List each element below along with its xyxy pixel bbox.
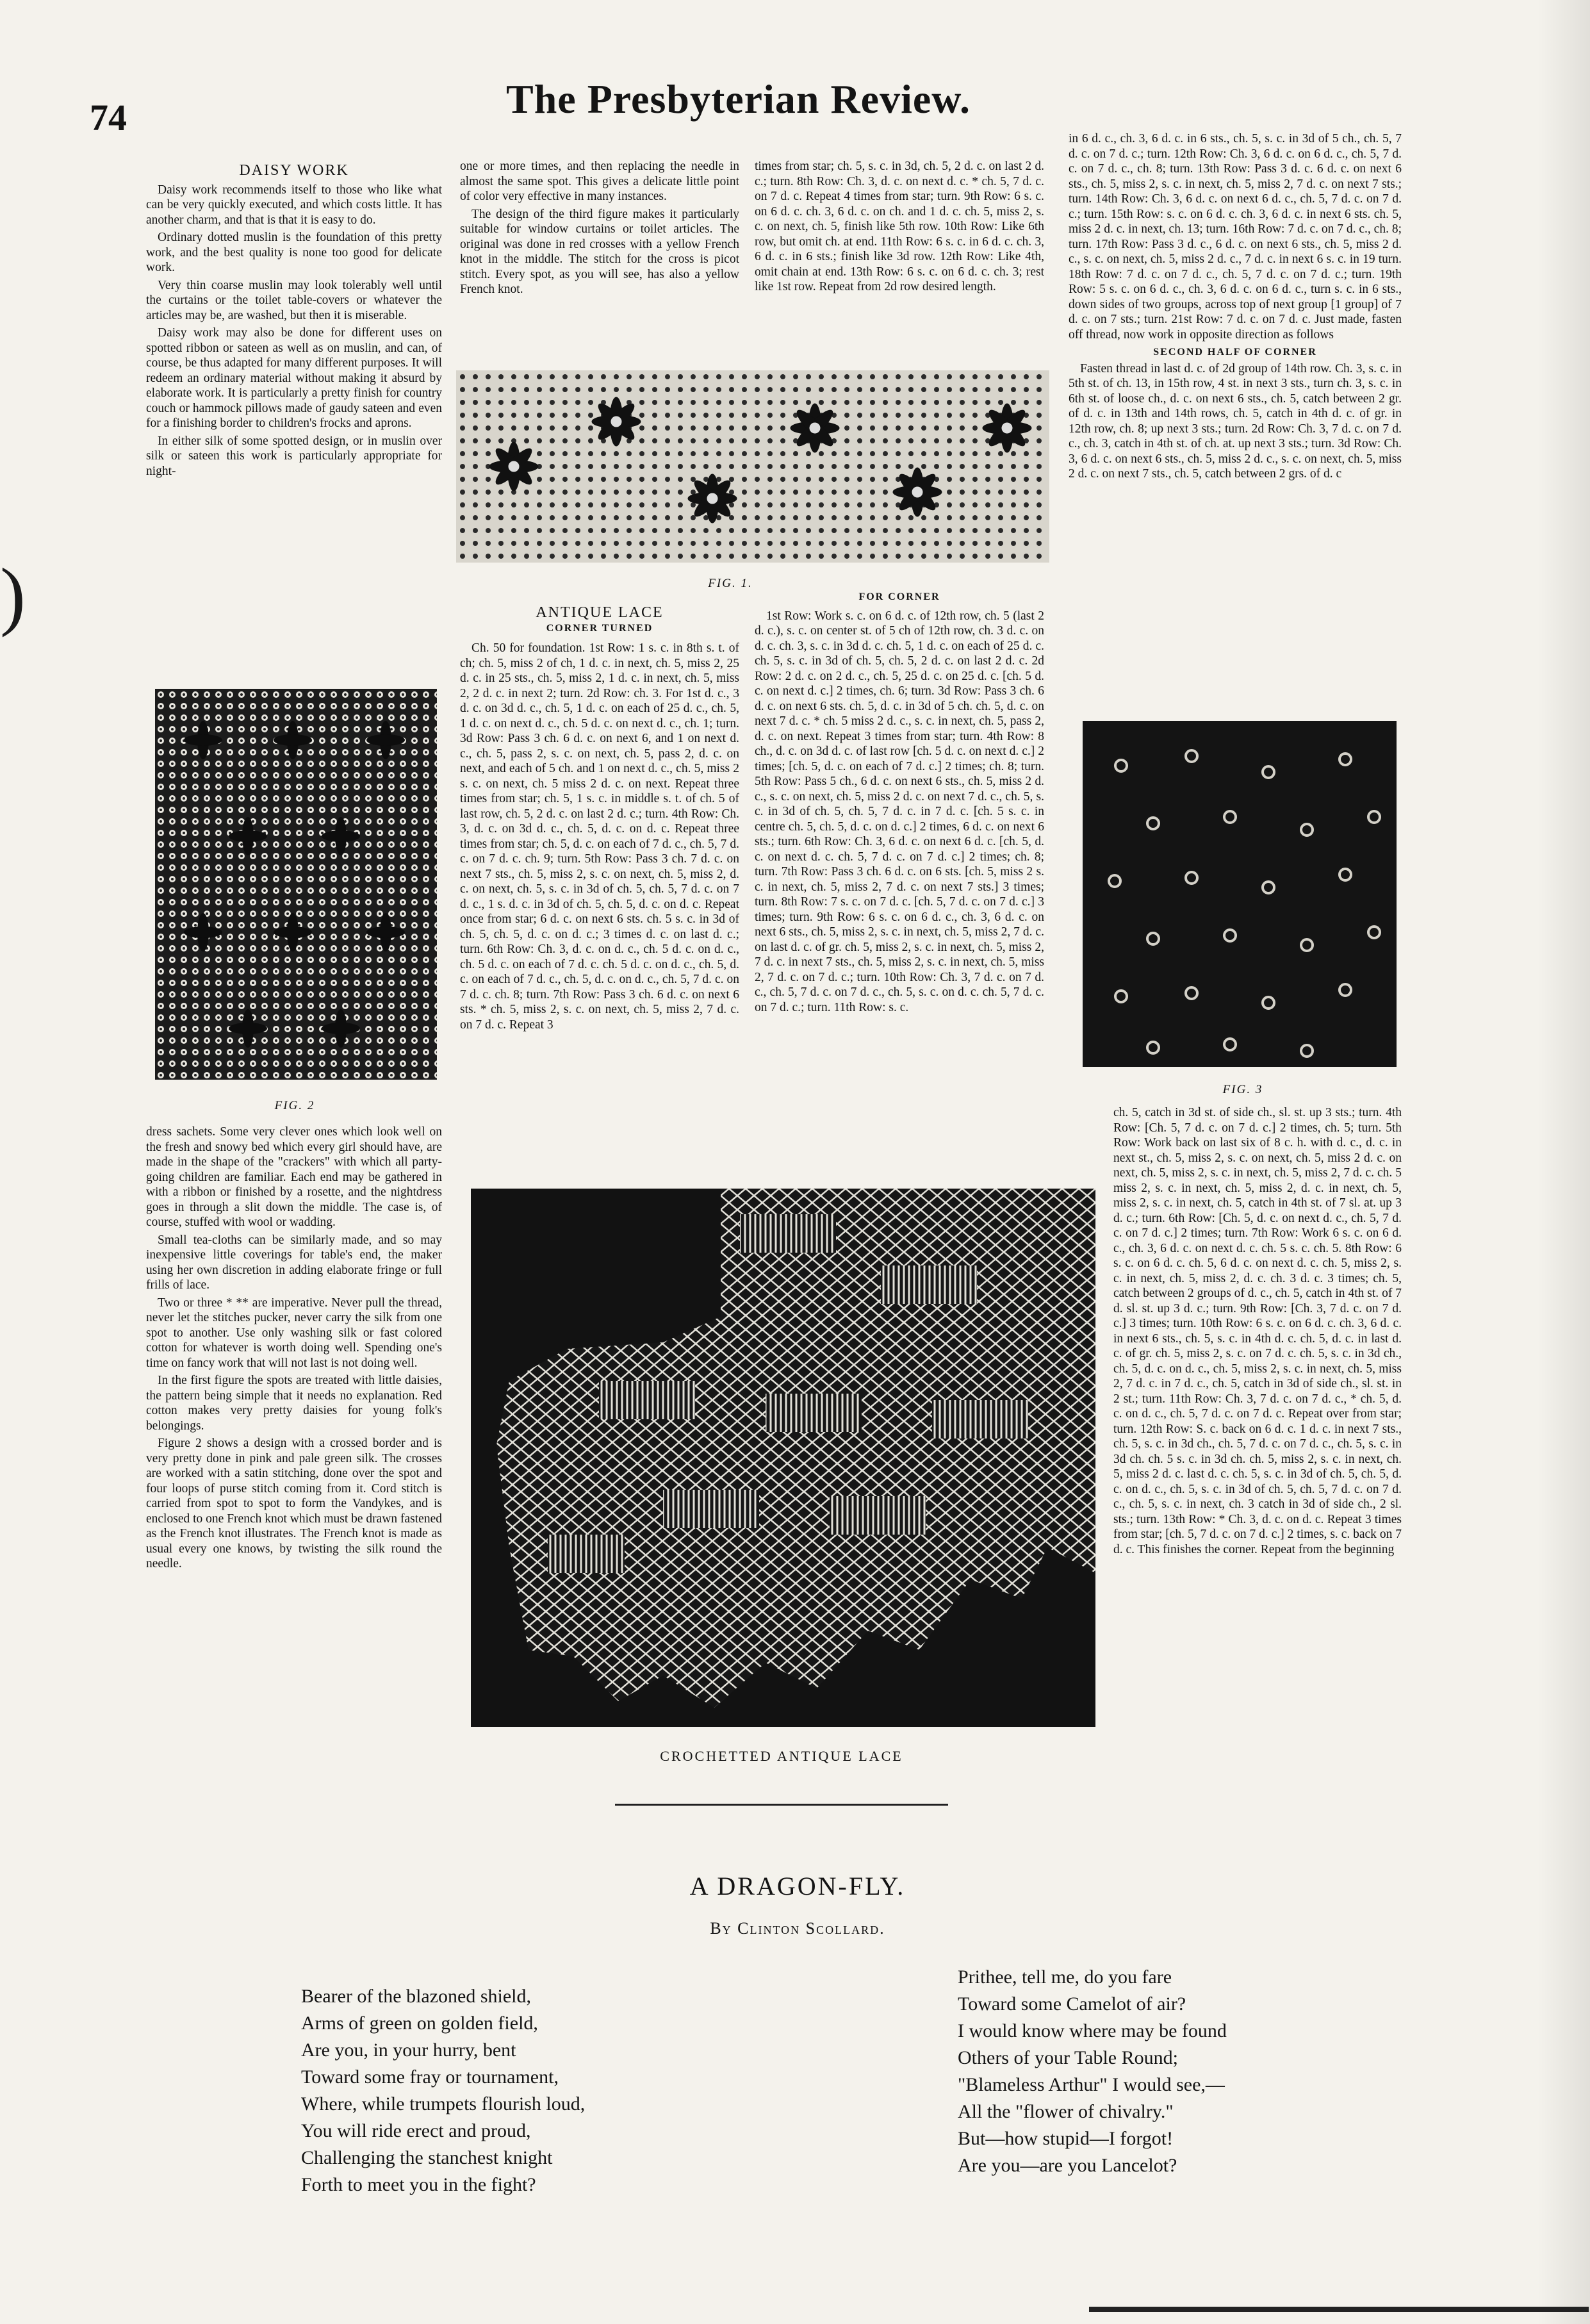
- poem-line: Arms of green on golden field,: [301, 2013, 538, 2034]
- daisy-paragraph: In the first figure the spots are treated with little daisies, the pattern being simple that it needs no explanation. Red cotton makes very pretty daisies for young folk's belongings.: [146, 1374, 442, 1433]
- antique-lace-heading: ANTIQUE LACE: [536, 606, 664, 621]
- fig2-pattern: [155, 689, 437, 1080]
- fig1-image: [456, 370, 1049, 563]
- for-corner-heading: FOR CORNER: [858, 591, 940, 602]
- fig3-caption: FIG. 3: [1222, 1083, 1263, 1096]
- scan-bottom-edge: [1089, 2307, 1589, 2312]
- daisy-work-heading: DAISY WORK: [239, 163, 349, 179]
- for-corner-section: [755, 589, 1044, 1157]
- daisy-paragraph: one or more times, and then replacing the needle in almost the same spot. This gives a delicate little point of color very effective in many instances.: [460, 160, 739, 203]
- poem-line: You will ride erect and proud,: [301, 2120, 531, 2141]
- poem-line: Are you, in your hurry, bent: [301, 2040, 516, 2061]
- lace-instructions: Ch. 50 for foundation. 1st Row: 1 s. c. in 8th s. t. of ch; ch. 5, miss 2 of ch, 1 d. c. in next, ch. 5, miss 2, 25 d. c. in 25 sts., ch. 5, miss 2, 1 d. c. in next, ch. 5, miss 2, 2 d. c. in next 2; turn. 2d Row: ch. 3. For 1st d. c., 3 d. c. on 3d d. c., ch. 5, 1 d. c. on each of 25 d. c., ch. 5, 1 d. c. on next d. c., ch. 5 d. c. on next d. c., ch. 1; turn. 3d Row: Pass 3 ch. 6 d. c. on next 6, and 1 on next d. c., ch. 5, pass 2, s. c. on next, ch. 5, pass 2, d. c. on next, and each of 5 ch. and 1 on next d. c., ch. 5, miss 2 s. c. on next, ch. 5 miss 2 d. c. on next. Repeat three times from star; ch. 5, 1 s. c. in middle s. t. of ch. 5 of last row, ch. 5, 2 d. c. on last 2 d. c.; turn. 4th Row: Ch. 3, d. c. on 3d d. c., ch. 5, d. c. on d. c. Repeat three times from star; ch. 5, d. c. on each of 7 d. c., ch. 5, 7 d. c. on 7 d. c. ch. 9; turn. 5th Row: Pass 3 ch. 7 d. c. on next 7 sts., ch. 5, miss 2, s. c. on next, ch. 5, miss 2, d. c. on next, ch. 5, s. c. in 3d of ch. 5, ch. 5, 7 d. c. on 7 d. c., 1 s. d. c. in 3d of ch. 5, ch. 5, d. c. on d. c. Repeat once from star; 6 d. c. on next 6 sts. ch. 5 s. c. in 3d of ch. 5, ch. 5, d. c. on d. c.; 3 times d. c. on last d. c.; turn. 6th Row: Ch. 3, d. c. on d. c., ch. 5 d. c. on d. c., ch. 5 d. c. on each of 7 d. c. ch. 5 d. c. on d. c., ch. 5, d. c. on each of 7 d. c., ch. 5, d. c. on d. c., ch. 5, 7 d. c. on 7 d. c. ch. 8; turn. 7th Row: Pass 3 ch. 6 d. c. on next 6 sts. * ch. 5, miss 2, s. c. on next, ch. 5, miss 2, 7 d. c. on 7 d. c. Repeat 3: [460, 641, 739, 1032]
- fig3-image: [1083, 721, 1397, 1067]
- corner-column-4: [1069, 131, 1402, 695]
- poem-line: All the "flower of chivalry.": [958, 2101, 1174, 2122]
- second-half-instructions: Fasten thread in last d. c. of 2d group of 14th row. Ch. 3, s. c. in 5th st. of ch. 13, in 15th row, 4 st. in next 3 sts., turn ch. 3, s. c. in 6th st. of loose ch., d. c. on next 6 sts., ch. 5, catch between 2 gr. of d. c. in 13th and 14th rows, ch. 5, catch in 4th d. c. of gr. in 12th row, ch. 8; up next 3 sts.; turn. 2d Row: Ch. 3, 7 d. c. on 7 d. c., ch. 3, catch in 4th st. of ch. at. up next 3 sts.; turn. 3d Row: Ch. 3, 6 d. c. on next 6 sts., ch. 5, miss 2 d. c., s. c. on next, ch. 5, miss 2 d. c. on next 7 sts., ch. 5, catch between 2 grs. of d. c: [1069, 361, 1402, 481]
- daisy-paragraph: Two or three * ** are imperative. Never pull the thread, never let the stitches pucker, never carry the silk from one spot to another. Use only washing silk or fast colored cotton for whatever is worth doing well. Spending one's time on fancy work that will not last is not doing well.: [146, 1296, 442, 1370]
- daisy-paragraph: The design of the third figure makes it particularly suitable for window curtains or toilet articles. The original was done in red crosses with a yellow French knot in the middle. The stitch for the cross is picot stitch. Every spot, as you will see, has also a yellow French knot.: [460, 207, 739, 296]
- scan-edge-shadow: [1537, 0, 1590, 2324]
- daisy-paragraph: Small tea-cloths can be similarly made, and so may inexpensive little coverings for table's end, the maker using her own discretion in adding elaborate fringe or full frills of lace.: [146, 1233, 442, 1292]
- lace-instructions-continued: times from star; ch. 5, s. c. in 3d, ch. 5, 2 d. c. on last 2 d. c.; turn. 8th Row: Ch. 3, d. c. on next d. c. * ch. 5, 7 d. c. on 7 d. c. Repeat 4 times from star; turn. 9th Row: 6 s. c. on 6 d. c. ch. 3, 6 d. c. on ch. and 1 d. c. ch. 5, miss 2, s. c. on next, ch. 5, finish like 5th row. 10th Row: Like 6th row, but omit ch. at end. 11th Row: 6 s. c. in 6 d. c. ch. 3, 6 d. c. in 6 sts.; finish like 3d row. 12th Row: Like 4th, omit chain at end. 13th Row: 6 s. c. on 6 d. c. ch. 3; rest like 1st row. Repeat from 2d row desired length.: [755, 160, 1044, 293]
- antique-lace-subheading: CORNER TURNED: [546, 622, 653, 634]
- poem-stanza-1: [301, 1983, 585, 2198]
- daisy-paragraph: Figure 2 shows a design with a crossed border and is very pretty done in pink and pale green silk. The crosses are worked with a satin stitching, done over the spot and four loops of purse stitch coming from it. Cord stitch is carried from spot to spot to form the Vandykes, and is enclosed to one French knot which must be drawn fastened as the French knot illustrates. The French knot is made as usual every one knows, by twisting the silk round the needle.: [146, 1437, 442, 1570]
- poem-title: A DRAGON-FLY.: [689, 1872, 906, 1900]
- corner-instructions: 1st Row: Work s. c. on 6 d. c. of 12th row, ch. 5 (last 2 d. c.), s. c. on center st. of 5 ch of 12th row, ch. 3 d. c. on d. c. ch. 3, s. c. in 3d d. c. ch. 5, 1 d. c. on each of 25 d. c. ch. 5, s. c. in 3d of ch. 5, ch. 5, 2 d. c. on last 2 d. c. 2d Row: 2 d. c. on 2 d. c., ch. 5, 25 d. c. on 25 d. c. [ch. 5 d. c. on next d. c.] 2 times, ch. 6; turn. 3d Row: Pass 3 ch. 6 d. c. on next 6 sts. ch. 5, d. c. in 3d of 5 ch. ch. 5, d. c. on next 7 d. c. * ch. 5 miss 2 d. c., s. c. in next, ch. 5, pass 2, d. c. on next. Repeat 3 times from star; turn. 4th Row: 8 ch., d. c. on 3d d. c. of last row [ch. 5 d. c. on next d. c.] 2 times; [ch. 5, d. c. on each of 7 d. c.] 2 times; ch. 8; turn. 5th Row: Pass 5 ch., 6 d. c. on next 6 sts., ch. 5, miss 2 d. c., s. c. on next, ch. 5, miss 2 d. c. on next 7 d. c., ch. 5, s. c. in 3d of ch. 5, ch. 5, 7 d. c. in 7 d. c. [ch. 5 s. c. in centre ch. 5, ch. 5, d. c. on d. c.] 2 times, 6 d. c. on next 6 sts.; turn. 6th Row: Ch. 3, 6 d. c. on next 6 d. c. [ch. 5, d. c. on next d. c. ch. 5, 7 d. c. on 7 d. c.] 2 times; ch. 8; turn. 7th Row: Pass 3 ch. 6 d. c. on 6 sts. [ch. 5, miss 2 s. c. in next, ch. 5, miss 2, 7 d. c. on next 7 sts.] 3 times; turn. 8th Row: 7 s. c. on 7 d. c. [ch. 5, 7 d. c. on 7 d. c.] 3 times; turn. 9th Row: 6 s. c. on 6 d. c., ch. 3, 6 d. c. on next 6 sts., ch. 5, miss 2, s. c. in next, ch. 5, miss 2, 7 d. c. on last d. c. of gr. ch. 5, miss 2, s. c. in next, ch. 5, miss 2, 7 d. c. in next 7 sts., ch. 5, miss 2, s. c. in next, ch. 5, miss 2, 7 d. c. on 7 d. c.; turn. 10th Row: Ch. 3, 7 d. c. on 7 d. c., ch. 5, 7 d. c. on 7 d. c., ch. 5, s. c. on d. c. ch. 5, 7 d. c. on 7 d. c.; turn. 11th Row: s. c.: [755, 609, 1044, 1014]
- binding-mark-left: ): [0, 552, 26, 638]
- daisy-paragraph: Very thin coarse muslin may look tolerably well until the curtains or the toilet table-covers or whatever the articles may be, are washed, but then it is miserable.: [146, 278, 442, 322]
- poem-byline: By Clinton Scollard.: [710, 1919, 885, 1938]
- fig1-caption: FIG. 1.: [708, 577, 753, 590]
- crochetted-lace-image: [471, 1189, 1095, 1727]
- daisy-work-continued: [146, 1125, 442, 1765]
- poem-line: Others of your Table Round;: [958, 2047, 1178, 2068]
- daisy-work-column-2: [460, 159, 739, 364]
- poem-line: Toward some Camelot of air?: [958, 1993, 1186, 2015]
- fig2-caption: FIG. 2: [274, 1099, 315, 1112]
- poem-stanza-2: [958, 1964, 1227, 2179]
- fig3-pattern: [1083, 721, 1397, 1067]
- daisy-paragraph: Daisy work may also be done for different uses on spotted ribbon or sateen as well as on muslin, and can, of course, be thus adapted for many different purposes. It will redeem an ordinary material without making it absurd by elaborate work. It is particularly a pretty finish for country couch or hammock pillows made of gaudy sateen and even for a finishing border to children's frocks and aprons.: [146, 326, 442, 430]
- poem-line: Bearer of the blazoned shield,: [301, 1986, 532, 2007]
- poem-line: Forth to meet you in the fight?: [301, 2174, 536, 2195]
- crochetted-lace-pattern: [471, 1189, 1095, 1727]
- daisy-work-column: [146, 163, 442, 676]
- masthead: The Presbyterian Review.: [506, 76, 971, 122]
- second-half-instructions-continued: ch. 5, catch in 3d st. of side ch., sl. st. up 3 sts.; turn. 4th Row: [Ch. 5, 7 d. c. on 7 d. c.] 2 times, ch. 5; turn. 5th Row: Work back on last six of 8 c. h. with d. c., d. c. in next st., ch. 5, miss 2, s. c. on next, ch. 5, miss 2 d. c. on next, ch. 5, miss 2, s. c. in next, ch. 5, miss 2, 7 d. c. ch. 5 miss 2, s. c. in next, ch. 5, miss 2, d. c. in next, ch. 5, miss 2, s. c. in next, ch. 5, catch in 4th st. of 7 sl. at. up 3 d. c.; turn. 6th Row: [Ch. 5, d. c. on next d. c., ch. 5, 7 d. c. on 7 d. c.] 2 times; turn. 7th Row: Work 6 s. c. on 6 d. c., ch. 3, 6 d. c. on next d. c. ch. 5 s. c. ch. 5. 8th Row: 6 s. c. on 6 d. c. ch. 5, 6 d. c. on next d. c. ch. 5, miss 2, s. c. in next, ch. 5, miss 2, d. c. ch. 3 d. c. 3 times; ch. 5, catch between 2 groups of d. c., ch. 5, catch in 4th st. of 7 d. sl. st. up 3 d. c.; turn. 9th Row: [Ch. 3, 7 d. c. on 7 d. c.] 3 times; turn. 10th Row: 6 s. c. on 6 d. c. ch. 3, 6 d. c. in next 6 sts., ch. 5, s. c. in 4th d. c. ch. 5, d. c. in last d. c. of gr. ch. 5, miss 2, s. c. on 7 d. c. ch. 5, s. c. in 3d ch., ch. 5, d. c. on d. c., ch. 5, miss 2, s. c. in next, ch. 5, miss 2, 7 d. c. in 7 d. c., ch. 5, catch in 3d of side ch., sl. st. in 2 st.; turn. 11th Row: Ch. 3, 7 d. c. on 7 d. c., * ch. 5, d. c. on d. c., ch. 5, 7 d. c. on 7 d. c. Repeat over from star; turn. 12th Row: S. c. back on 6 d. c. 1 d. c. in next 7 sts., ch. 5, s. c. in 3d ch., ch. 5, 7 d. c. on 7 d. c., ch. 5, s. c. in 3d ch. ch. 5 s. c. in 3d ch. ch. 5, miss 2, s. c. in next, ch. 5, miss 2 d. c. last d. c. ch. 5, s. c. in 3d of ch. 5, ch. 5, d. c. on d. c., ch. 5, s. c. in 3d of ch. 5, ch. 5, 7 d. c. on 7 d. c., ch. 5, s. c. in next, ch. 3 catch in 3d of side ch., 2 sl. sts.; turn. 13th Row: * Ch. 3, d. c. on d. c. Repeat 3 times from star; [ch. 5, 7 d. c. on 7 d. c.] 2 times, s. c. back on 7 d. c. This finishes the corner. Repeat from the beginning: [1113, 1106, 1402, 1556]
- daisy-paragraph: In either silk of some spotted design, or in muslin over silk or sateen this work is particularly appropriate for night-: [146, 434, 442, 478]
- daisy-paragraph: Daisy work recommends itself to those who like what can be very quickly executed, and which costs little. It has another charm, and that is that it is easy to do.: [146, 183, 442, 227]
- second-half-continued: [1113, 1105, 1402, 1759]
- antique-lace-continued: [755, 159, 1044, 364]
- section-divider: [615, 1804, 948, 1806]
- poem-line: Challenging the stanchest knight: [301, 2147, 553, 2168]
- daisy-paragraph: Ordinary dotted muslin is the foundation of this pretty work, and the best quality is none too good for delicate work.: [146, 231, 442, 274]
- poem-line: Toward some fray or tournament,: [301, 2066, 559, 2088]
- poem-line: I would know where may be found: [958, 2020, 1227, 2041]
- page-number: 74: [90, 97, 127, 138]
- corner-instructions-continued: in 6 d. c., ch. 3, 6 d. c. in 6 sts., ch. 5, s. c. in 3d of 5 ch., ch. 5, 7 d. c. on 7 d. c.; turn. 12th Row: Ch. 3, 6 d. c. on 6 d. c., ch. 5, 7 d. c. on 7 d. c., ch. 8; turn. 13th Row: Pass 3 d. c. 6 d. c. on next 6 sts., ch. 5, miss 2, s. c. in next, ch. 5, miss 2, 7 d. c. on next 7 sts.; turn. 14th Row: Ch. 3, 6 d. c. on next 6 d. c., ch. 5, 7 d. c. on 7 d. c.; turn. 15th Row: s. c. on 6 d. c. ch. 3, 6 d. c. in next 6 sts. ch. 5, miss 2 d. c. in next, ch. 13; turn. 16th Row: 7 d. c. on 7 d. c., ch. 8; turn. 17th Row: Pass 3 d. c., 6 d. c. on next 6 sts., ch. 5, miss 2 d. c., s. c. on next, ch. 5, miss 2 d. c., 7 d. c. in next 6 s. c. in 19 turn. 18th Row: 7 d. c. on 7 d. c., ch. 5, 7 d. c. on 7 d. c.; turn. 19th Row: 5 s. c. on 6 d. c., ch. 3, 6 d. c. on 6 d. c., turn s. c. in 6 sts., down sides of two groups, across top of next group [1 group] of 7 d. c. on 7 sts.; turn. 21st Row: 7 d. c. on 7 d. c. Just made, fasten off thread, now work in opposite direction as follows: [1069, 132, 1402, 342]
- fig1-pattern: [456, 370, 1049, 563]
- poem-line: "Blameless Arthur" I would see,—: [958, 2074, 1225, 2095]
- antique-lace-section: [460, 606, 739, 1157]
- lace-caption: CROCHETTED ANTIQUE LACE: [660, 1748, 903, 1764]
- fig2-image: [155, 689, 437, 1080]
- poem-line: Are you—are you Lancelot?: [958, 2155, 1177, 2176]
- daisy-paragraph: dress sachets. Some very clever ones which look well on the fresh and snowy bed which every girl should have, are made in the shape of the "crackers" with which all party-going children are familiar. Each end may be gathered in with a ribbon or finished by a rosette, and the nightdress goes in through a slit down the middle. The case is, of course, stuffed with wool or wadding.: [146, 1125, 442, 1229]
- poem-line: Where, while trumpets flourish loud,: [301, 2093, 586, 2114]
- poem-line: But—how stupid—I forgot!: [958, 2128, 1174, 2149]
- poem-line: Prithee, tell me, do you fare: [958, 1966, 1172, 1988]
- second-half-heading: SECOND HALF OF CORNER: [1153, 347, 1317, 358]
